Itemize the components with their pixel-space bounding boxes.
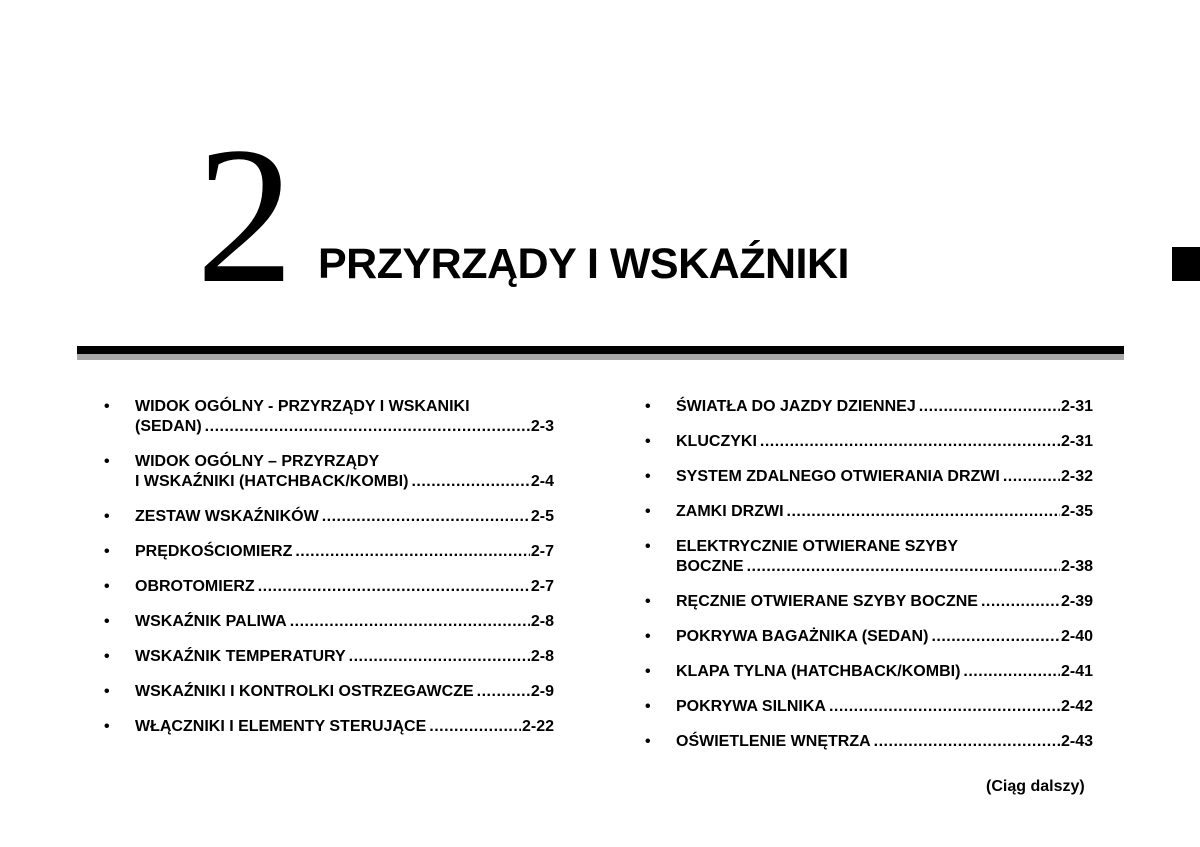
toc-entry-text: POKRYWA SILNIKA [676, 698, 826, 715]
dot-leader [787, 502, 1060, 522]
toc-page-number[interactable]: 2-40 [1060, 628, 1093, 645]
toc-entry-text: I WSKAŹNIKI (HATCHBACK/KOMBI) [135, 473, 409, 490]
dot-leader [205, 417, 530, 437]
dot-leader [322, 507, 530, 527]
toc-entry-text: ZESTAW WSKAŹNIKÓW [135, 508, 319, 525]
toc-entry-line [676, 592, 1093, 612]
chapter-tab-marker [1172, 247, 1200, 281]
toc-entry-text: OBROTOMIERZ [135, 578, 255, 595]
toc-page-number[interactable]: 2-31 [1060, 398, 1093, 415]
toc-entry-line [676, 627, 1093, 647]
bullet-icon: • [104, 613, 110, 630]
toc-entry-text: RĘCZNIE OTWIERANE SZYBY BOCZNE [676, 593, 978, 610]
bullet-icon: • [104, 543, 110, 560]
bullet-icon: • [645, 398, 651, 415]
title-rule-black [77, 346, 1124, 354]
toc-entry-text: ZAMKI DRZWI [676, 503, 784, 520]
dot-leader [258, 577, 530, 597]
dot-leader [477, 682, 530, 702]
toc-page-number[interactable]: 2-8 [530, 613, 554, 630]
bullet-icon: • [645, 628, 651, 645]
bullet-icon: • [645, 698, 651, 715]
continued-label: (Ciąg dalszy) [986, 778, 1085, 795]
toc-page-number[interactable]: 2-42 [1060, 698, 1093, 715]
toc-entry-text: WSKAŹNIK PALIWA [135, 613, 287, 630]
bullet-icon: • [645, 733, 651, 750]
toc-entry[interactable] [645, 662, 1093, 682]
toc-entry[interactable] [645, 732, 1093, 752]
toc-page-number[interactable]: 2-43 [1060, 733, 1093, 750]
toc-entry-line [135, 577, 554, 597]
dot-leader [429, 717, 521, 737]
toc-entry[interactable] [104, 577, 554, 597]
dot-leader [963, 662, 1060, 682]
toc-page-number[interactable]: 2-7 [530, 578, 554, 595]
toc-entry[interactable] [104, 452, 554, 492]
title-rule-gray [77, 354, 1124, 360]
toc-entry-line [676, 557, 1093, 577]
toc-page-number[interactable]: 2-9 [530, 683, 554, 700]
toc-entry[interactable] [645, 467, 1093, 487]
bullet-icon: • [104, 648, 110, 665]
toc-page-number[interactable]: 2-22 [521, 718, 554, 735]
toc-page-number[interactable]: 2-38 [1060, 558, 1093, 575]
toc-entry-text: BOCZNE [676, 558, 744, 575]
toc-entry-line [135, 612, 554, 632]
toc-entry-text: ELEKTRYCZNIE OTWIERANE SZYBY [676, 538, 959, 555]
bullet-icon: • [104, 508, 110, 525]
dot-leader [760, 432, 1060, 452]
toc-right-column [645, 397, 1093, 767]
dot-leader [295, 542, 530, 562]
bullet-icon: • [104, 683, 110, 700]
toc-left-column [104, 397, 554, 752]
toc-page-number[interactable]: 2-35 [1060, 503, 1093, 520]
toc-entry-line [135, 417, 554, 437]
toc-entry-line [676, 432, 1093, 452]
toc-entry-line [676, 697, 1093, 717]
bullet-icon: • [645, 593, 651, 610]
toc-entry[interactable] [104, 717, 554, 737]
toc-entry-line [135, 507, 554, 527]
toc-entry[interactable] [104, 397, 554, 437]
toc-entry-line [135, 472, 554, 492]
toc-entry-text: (SEDAN) [135, 418, 202, 435]
bullet-icon: • [645, 663, 651, 680]
toc-entry-text: WSKAŹNIKI I KONTROLKI OSTRZEGAWCZE [135, 683, 474, 700]
toc-entry-line [135, 542, 554, 562]
toc-entry[interactable] [104, 507, 554, 527]
toc-entry[interactable] [645, 502, 1093, 522]
toc-page-number[interactable]: 2-41 [1060, 663, 1093, 680]
toc-entry[interactable] [104, 612, 554, 632]
toc-entry-text: POKRYWA BAGAŻNIKA (SEDAN) [676, 628, 929, 645]
toc-page-number[interactable]: 2-31 [1060, 433, 1093, 450]
dot-leader [829, 697, 1060, 717]
toc-entry-line [676, 732, 1093, 752]
toc-entry-line [676, 397, 1093, 417]
toc-entry-text: WSKAŹNIK TEMPERATURY [135, 648, 346, 665]
bullet-icon: • [104, 453, 110, 470]
toc-entry[interactable] [645, 592, 1093, 612]
toc-page-number[interactable]: 2-7 [530, 543, 554, 560]
toc-page-number[interactable]: 2-32 [1060, 468, 1093, 485]
toc-entry[interactable] [645, 537, 1093, 577]
dot-leader [931, 627, 1060, 647]
chapter-number: 2 [196, 107, 290, 324]
toc-entry-line [676, 467, 1093, 487]
dot-leader [1003, 467, 1060, 487]
toc-entry-line [676, 502, 1093, 522]
bullet-icon: • [104, 578, 110, 595]
dot-leader [981, 592, 1060, 612]
bullet-icon: • [645, 468, 651, 485]
toc-page-number[interactable]: 2-3 [530, 418, 554, 435]
toc-entry[interactable] [104, 682, 554, 702]
toc-entry[interactable] [104, 647, 554, 667]
toc-entry-text: KLAPA TYLNA (HATCHBACK/KOMBI) [676, 663, 961, 680]
toc-entry[interactable] [645, 432, 1093, 452]
toc-entry-line [135, 717, 554, 737]
chapter-title: PRZYRZĄDY I WSKAŹNIKI [318, 240, 849, 288]
toc-entry-text: WŁĄCZNIKI I ELEMENTY STERUJĄCE [135, 718, 427, 735]
toc-entry[interactable] [104, 542, 554, 562]
toc-entry-text: OŚWIETLENIE WNĘTRZA [676, 733, 871, 750]
toc-entry-text: WIDOK OGÓLNY – PRZYRZĄDY [135, 453, 380, 470]
toc-entry[interactable] [645, 397, 1093, 417]
toc-entry-line [135, 647, 554, 667]
bullet-icon: • [645, 433, 651, 450]
bullet-icon: • [645, 503, 651, 520]
toc-entry-line [676, 662, 1093, 682]
dot-leader [919, 397, 1060, 417]
dot-leader [747, 557, 1060, 577]
dot-leader [411, 472, 529, 492]
toc-entry-text: ŚWIATŁA DO JAZDY DZIENNEJ [676, 398, 916, 415]
toc-entry-line [135, 682, 554, 702]
toc-entry-text: PRĘDKOŚCIOMIERZ [135, 543, 293, 560]
toc-entry-text: SYSTEM ZDALNEGO OTWIERANIA DRZWI [676, 468, 1000, 485]
toc-entry[interactable] [645, 697, 1093, 717]
toc-page-number[interactable]: 2-4 [530, 473, 554, 490]
toc-entry-text: WIDOK OGÓLNY - PRZYRZĄDY I WSKANIKI [135, 398, 470, 415]
toc-page-number[interactable]: 2-39 [1060, 593, 1093, 610]
bullet-icon: • [104, 398, 110, 415]
dot-leader [349, 647, 530, 667]
dot-leader [290, 612, 530, 632]
toc-page-number[interactable]: 2-5 [530, 508, 554, 525]
toc-entry[interactable] [645, 627, 1093, 647]
bullet-icon: • [645, 538, 651, 555]
dot-leader [874, 732, 1060, 752]
toc-page-number[interactable]: 2-8 [530, 648, 554, 665]
bullet-icon: • [104, 718, 110, 735]
toc-entry-text: KLUCZYKI [676, 433, 757, 450]
